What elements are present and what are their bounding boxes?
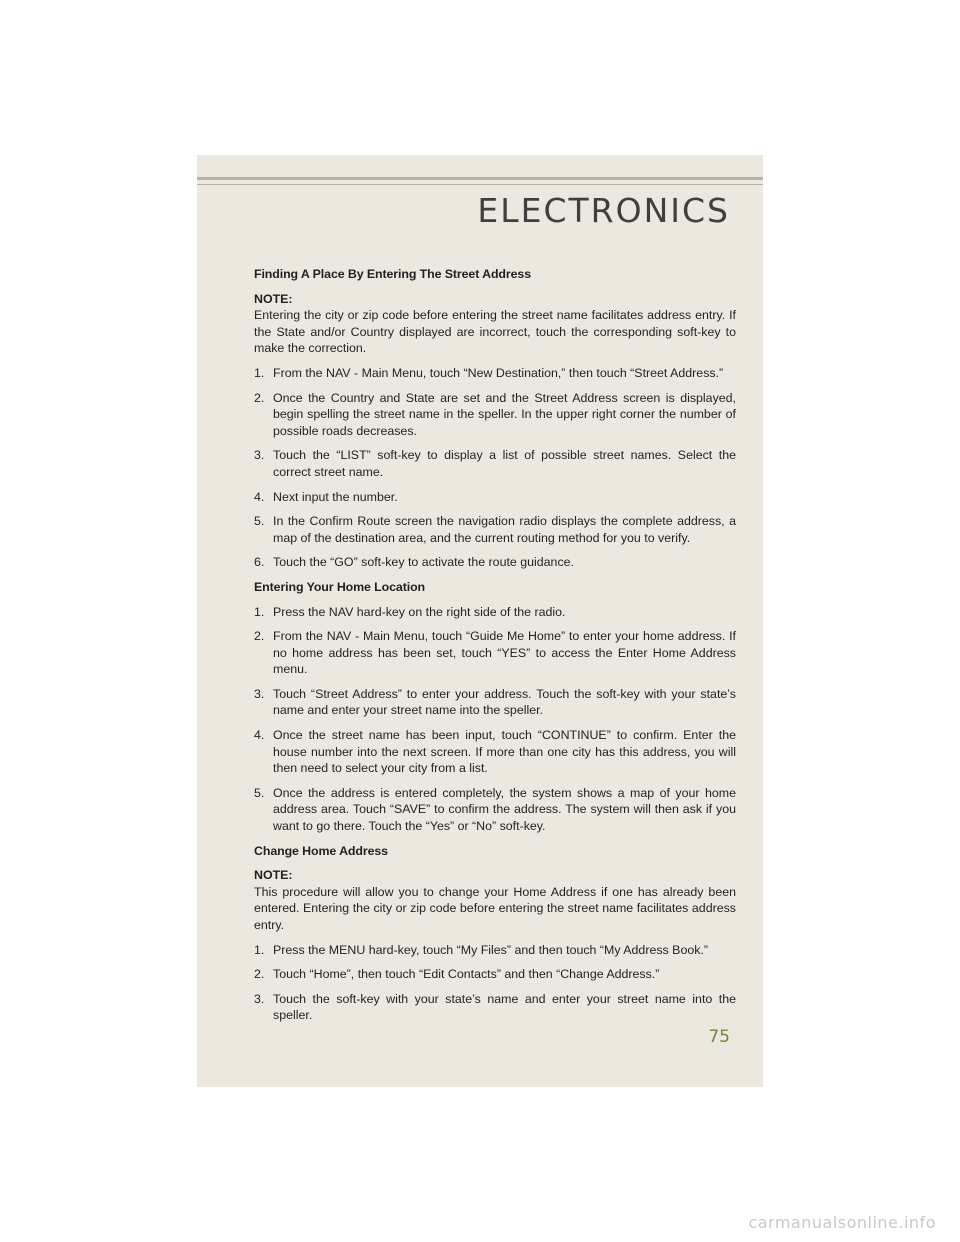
step-text: Once the Country and State are set and the Street Address screen is displayed, begin spelling the street name in the speller. In the upper right corner the number of possible roads decreases. (273, 390, 736, 438)
page-number: 75 (708, 1027, 730, 1047)
step-item (254, 447, 736, 480)
step-item (254, 554, 736, 571)
step-item (254, 686, 736, 719)
step-item (254, 489, 736, 506)
step-item (254, 727, 736, 777)
step-number: 3. (254, 686, 265, 701)
step-number: 4. (254, 489, 265, 504)
section-home-location (254, 579, 736, 835)
step-text: Touch the soft-key with your state’s name and enter your street name into the speller. (273, 991, 736, 1023)
manual-page (197, 155, 763, 1087)
step-text: From the NAV - Main Menu, touch “New Destination,” then touch “Street Address.” (273, 365, 724, 380)
page-content (254, 266, 736, 1032)
section-heading: Entering Your Home Location (254, 579, 426, 594)
step-text: Press the MENU hard-key, touch “My Files” and then touch “My Address Book.” (273, 942, 708, 957)
step-number: 4. (254, 728, 265, 743)
step-item (254, 604, 736, 621)
note-text: Entering the city or zip code before entering the street name facilitates address entry. If the State and/or Country displayed are incorrect, touch the corresponding soft-key to make the correction. (254, 308, 736, 356)
step-number: 3. (254, 991, 265, 1006)
step-text: Touch the “GO” soft-key to activate the route guidance. (273, 555, 574, 570)
step-text: Once the street name has been input, touch “CONTINUE” to confirm. Enter the house number into the next screen. If more than one city has this address, you will then need to select your city from a list. (273, 728, 736, 776)
step-text: In the Confirm Route screen the navigation radio displays the complete address, a map of the destination area, and the current routing method for you to verify. (273, 514, 736, 545)
step-number: 6. (254, 555, 265, 570)
step-item (254, 390, 736, 440)
step-number: 2. (254, 967, 265, 982)
section-change-home-address (254, 843, 736, 1024)
step-item (254, 365, 736, 382)
step-number: 1. (254, 365, 265, 380)
step-item (254, 991, 736, 1024)
step-text: From the NAV - Main Menu, touch “Guide Me Home” to enter your home address. If no home address has been set, touch “YES” to access the Enter Home Address menu. (273, 629, 736, 677)
step-item (254, 942, 736, 959)
step-text: Touch “Street Address” to enter your address. Touch the soft-key with your state’s name and enter your street name into the speller. (273, 686, 736, 718)
step-text: Press the NAV hard-key on the right side of the radio. (273, 604, 566, 619)
step-number: 1. (254, 942, 265, 957)
step-text: Once the address is entered completely, the system shows a map of your home address area. Touch “SAVE” to confirm the address. The system will then ask if you want to go there. Touch the “Yes” or “No” soft-key. (273, 785, 736, 834)
note-label: NOTE: (254, 291, 293, 306)
watermark: carmanualsonline.info (748, 1213, 936, 1232)
note-text: This procedure will allow you to change your Home Address if one has already been entered. Entering the city or zip code before entering the street name facilitates address entry. (254, 884, 736, 932)
header-rule-thin (197, 184, 763, 185)
step-number: 1. (254, 604, 265, 619)
note-label: NOTE: (254, 868, 293, 883)
step-item (254, 628, 736, 678)
step-number: 2. (254, 390, 265, 405)
section-title: ELECTRONICS (477, 191, 730, 230)
step-number: 5. (254, 514, 265, 529)
step-number: 5. (254, 785, 265, 800)
step-text: Next input the number. (273, 489, 398, 504)
step-item (254, 513, 736, 546)
section-heading: Finding A Place By Entering The Street Address (254, 267, 531, 281)
step-item (254, 966, 736, 983)
steps-list (254, 365, 736, 571)
step-text: Touch the “LIST” soft-key to display a list of possible street names. Select the correct street name. (273, 448, 736, 479)
step-item (254, 785, 736, 835)
header-rule-thick (197, 177, 763, 180)
steps-list (254, 604, 736, 835)
step-number: 2. (254, 629, 265, 644)
step-text: Touch “Home”, then touch “Edit Contacts” and then “Change Address.” (273, 967, 660, 982)
section-heading: Change Home Address (254, 843, 388, 858)
steps-list (254, 942, 736, 1024)
section-find-by-address (254, 266, 736, 571)
step-number: 3. (254, 448, 265, 463)
